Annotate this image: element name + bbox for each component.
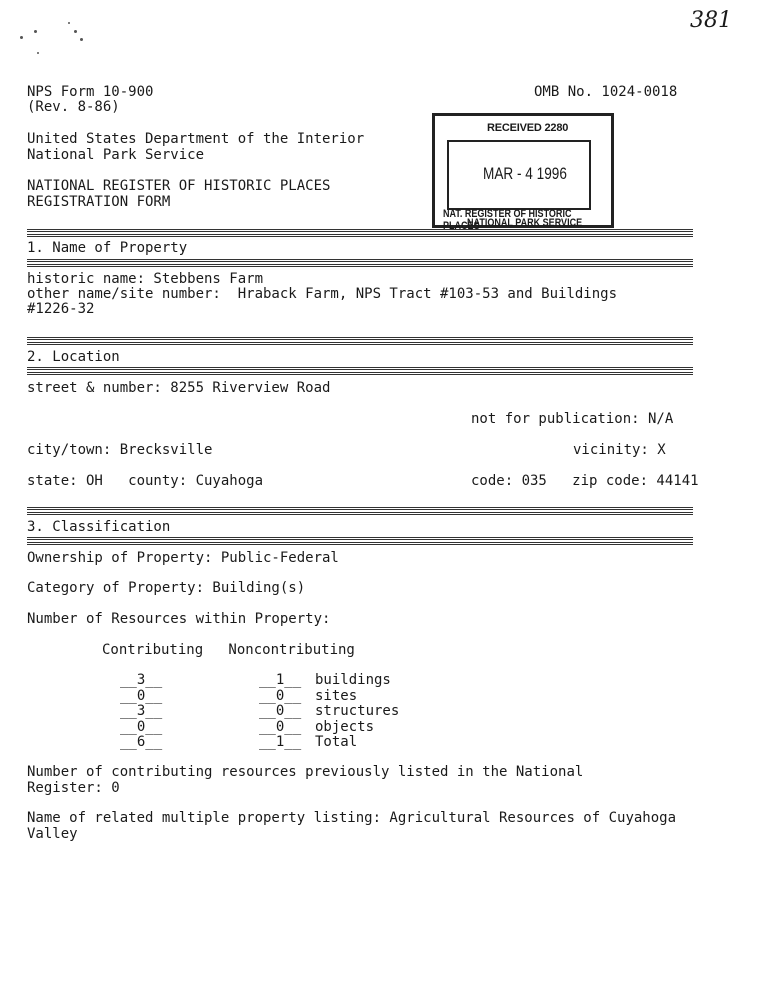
received-stamp: [432, 113, 614, 232]
section-separator: [27, 337, 693, 345]
resources-heading: Number of Resources within Property:: [27, 611, 331, 627]
contributing-count: __3__: [120, 672, 163, 688]
section-2-heading: 2. Location: [27, 349, 120, 365]
resource-column-headers: Contributing Noncontributing: [102, 642, 355, 658]
section-separator: [27, 507, 693, 515]
register-title: NATIONAL REGISTER OF HISTORIC PLACES: [27, 178, 331, 194]
street-number: street & number: 8255 Riverview Road: [27, 380, 331, 396]
stamp-date-box: [447, 140, 591, 210]
vicinity: vicinity: X: [573, 442, 666, 458]
stamp-received: RECEIVED 2280: [487, 122, 569, 134]
form-revision: (Rev. 8-86): [27, 99, 120, 115]
section-separator: [27, 229, 693, 237]
noncontributing-count: __1__: [259, 672, 302, 688]
stamp-register-line: NAT. REGISTER OF HISTORIC PLACES: [443, 208, 572, 232]
form-id: NPS Form 10-900: [27, 84, 154, 100]
noncontributing-count: __1__: [259, 734, 302, 750]
section-3-heading: 3. Classification: [27, 519, 171, 535]
state-county: state: OH county: Cuyahoga: [27, 473, 264, 489]
code-zip: code: 035 zip code: 44141: [471, 473, 699, 489]
noncontributing-count: __0__: [259, 719, 302, 735]
resource-type-label: sites: [315, 688, 358, 704]
noncontributing-count: __0__: [259, 688, 302, 704]
contributing-count: __3__: [120, 703, 163, 719]
contributing-count: __0__: [120, 719, 163, 735]
resource-type-label: Total: [315, 734, 358, 750]
handwritten-page-number: 381: [690, 8, 732, 33]
agency: National Park Service: [27, 147, 205, 163]
multiple-property-listing: Name of related multiple property listing: Agricultural Resources of Cuyahoga: [27, 810, 677, 826]
multiple-property-listing-continued: Valley: [27, 826, 78, 842]
previously-listed-continued: Register: 0: [27, 780, 120, 796]
department: United States Department of the Interior: [27, 131, 365, 147]
contributing-count: __6__: [120, 734, 163, 750]
resource-type-label: buildings: [315, 672, 391, 688]
omb-number: OMB No. 1024-0018: [534, 84, 678, 100]
not-for-publication: not for publication: N/A: [471, 411, 674, 427]
historic-name: historic name: Stebbens Farm: [27, 271, 264, 287]
ownership: Ownership of Property: Public-Federal: [27, 550, 339, 566]
section-1-heading: 1. Name of Property: [27, 240, 188, 256]
section-separator: [27, 259, 693, 267]
stamp-service-line: NATIONAL PARK SERVICE: [467, 217, 583, 229]
contributing-count: __0__: [120, 688, 163, 704]
registration-form-title: REGISTRATION FORM: [27, 194, 171, 210]
resource-type-label: structures: [315, 703, 400, 719]
resource-type-label: objects: [315, 719, 375, 735]
section-separator: [27, 367, 693, 375]
section-separator: [27, 537, 693, 545]
stamp-date: MAR - 4 1996: [483, 164, 567, 183]
category: Category of Property: Building(s): [27, 580, 306, 596]
previously-listed: Number of contributing resources previously listed in the National: [27, 764, 584, 780]
other-name: other name/site number: Hraback Farm, NPS Tract #103-53 and Buildings: [27, 286, 618, 302]
city-town: city/town: Brecksville: [27, 442, 213, 458]
other-name-continued: #1226-32: [27, 301, 95, 317]
noncontributing-count: __0__: [259, 703, 302, 719]
